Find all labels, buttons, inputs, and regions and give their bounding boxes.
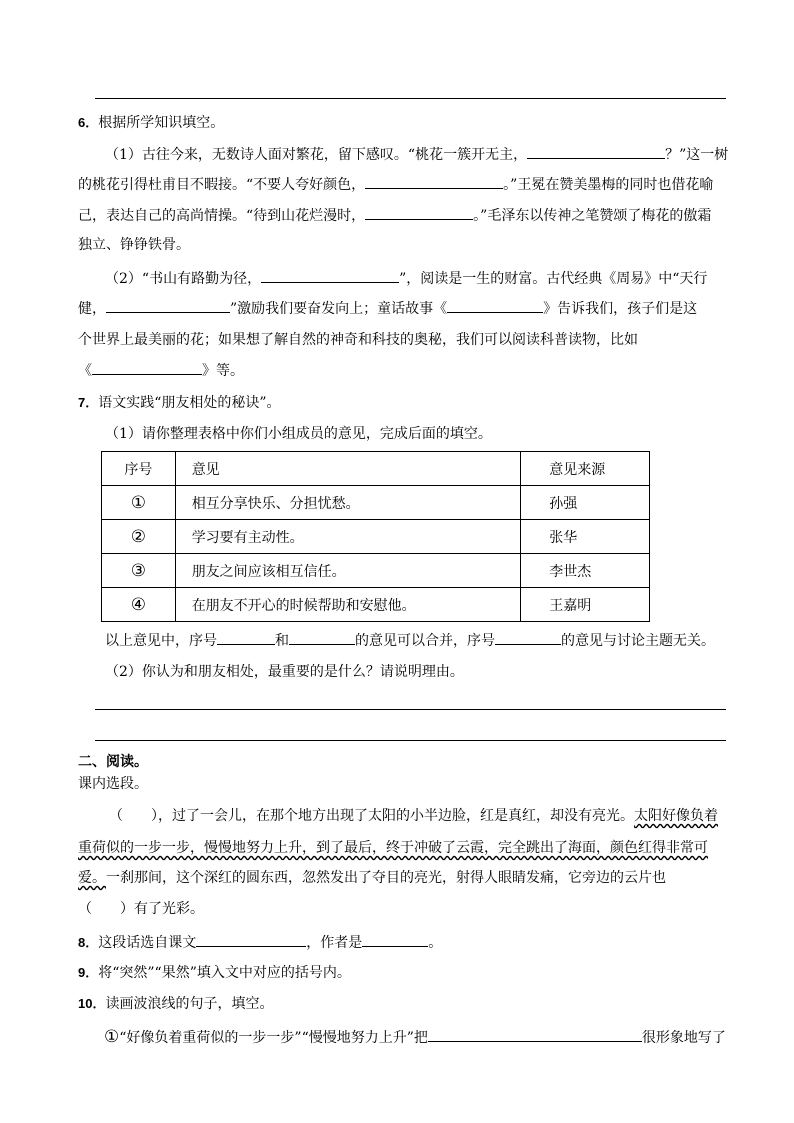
q7-merge-line: 以上意见中，序号 和 的意见可以合并，序号 的意见与讨论主题无关。: [105, 630, 715, 651]
answer-line-2[interactable]: [95, 740, 726, 741]
answer-line-top: [95, 98, 726, 99]
q7-part2: （2）你认为和朋友相处，最重要的是什么？请说明理由。: [105, 664, 464, 680]
q6-part1-line4: 独立、铮铮铁骨。: [78, 237, 190, 253]
q10-title: 10．读画波浪线的句子，填空。: [78, 996, 274, 1012]
table-header-no: 序号: [102, 452, 176, 486]
row-number: ②: [102, 520, 176, 554]
q6-part1-line1: （1）古往今来，无数诗人面对繁花，留下感叹。“桃花一簇开无主， ？”这一树: [105, 144, 728, 165]
q8: 8．这段话选自课文 ，作者是 。: [78, 932, 442, 953]
q6-part2-line4: 《 》等。: [78, 360, 244, 381]
section-heading: 二、阅读。: [78, 754, 148, 770]
table-header-row: [102, 452, 650, 486]
q7-blank-3[interactable]: [495, 630, 561, 645]
row-source: 孙强: [521, 486, 650, 520]
q6-title: 6．根据所学知识填空。: [78, 115, 225, 131]
row-source: 王嘉明: [521, 588, 650, 622]
q7-blank-2[interactable]: [289, 630, 355, 645]
row-opinion: 在朋友不开心的时候帮助和安慰他。: [175, 588, 521, 622]
q8-blank-1[interactable]: [196, 932, 306, 947]
row-number: ④: [102, 588, 176, 622]
table-row: [102, 520, 650, 554]
q6-blank-7[interactable]: [92, 360, 202, 375]
q9: 9．将“突然”“果然”填入文中对应的括号内。: [78, 965, 351, 981]
row-opinion: 相互分享快乐、分担忧愁。: [175, 486, 521, 520]
q6-part1-line3: 己，表达自己的高尚情操。“待到山花烂漫时， 。”毛泽东以传神之笔赞颂了梅花的傲霜: [78, 205, 711, 226]
q6-blank-5[interactable]: [106, 298, 230, 313]
q6-blank-6[interactable]: [447, 298, 543, 313]
passage-line4: （ ）有了光彩。: [78, 901, 204, 917]
table-header-source: 意见来源: [521, 452, 650, 486]
q6-part1-line2: 的桃花引得杜甫目不暇接。“不要人夸好颜色， 。”王冕在赞美墨梅的同时也借花喻: [78, 174, 713, 195]
row-opinion: 学习要有主动性。: [175, 520, 521, 554]
q8-blank-2[interactable]: [362, 932, 428, 947]
table-row: [102, 588, 650, 622]
row-number: ①: [102, 486, 176, 520]
passage-line2: 重荷似的一步一步，慢慢地努力上升，到了最后，终于冲破了云霞，完全跳出了海面，颜色红得非常可: [78, 840, 708, 856]
q6-blank-4[interactable]: [261, 268, 399, 283]
q6-part2-line1: （2）“书山有路勤为径， ”，阅读是一生的财富。古代经典《周易》中“天行: [105, 268, 707, 289]
q6-part2-line2: 健， ”激励我们要奋发向上；童话故事《 》告诉我们，孩子们是这: [78, 298, 697, 319]
answer-line-1[interactable]: [95, 709, 726, 710]
q6-blank-1[interactable]: [527, 144, 665, 159]
q10-blank-1[interactable]: [428, 1027, 642, 1042]
opinion-table: [101, 451, 650, 622]
row-number: ③: [102, 554, 176, 588]
q7-part1: （1）请你整理表格中你们小组成员的意见，完成后面的填空。: [105, 426, 492, 442]
q6-part2-line3: 个世界上最美丽的花；如果想了解自然的神奇和科技的奥秘，我们可以阅读科普读物，比如: [78, 332, 638, 348]
q7-blank-1[interactable]: [217, 630, 275, 645]
table-header-opinion: 意见: [175, 452, 521, 486]
q6-blank-3[interactable]: [365, 205, 473, 220]
q10-sentence1: ①“好像负着重荷似的一步一步”“慢慢地努力上升”把 很形象地写了: [104, 1027, 726, 1047]
q7-title: 7．语文实践“朋友相处的秘诀”。: [78, 395, 281, 411]
row-opinion: 朋友之间应该相互信任。: [175, 554, 521, 588]
passage-line1: （ ），过了一会儿，在那个地方出现了太阳的小半边脸，红是真红，却没有亮光。太阳好像负着: [109, 808, 718, 824]
section-sub: 课内选段。: [78, 776, 148, 792]
row-source: 李世杰: [521, 554, 650, 588]
q6-blank-2[interactable]: [365, 174, 503, 189]
passage-line3: 爱。一刹那间，这个深红的圆东西，忽然发出了夺目的亮光，射得人眼睛发痛，它旁边的云片也: [78, 870, 666, 886]
table-row: [102, 554, 650, 588]
row-source: 张华: [521, 520, 650, 554]
table-row: [102, 486, 650, 520]
